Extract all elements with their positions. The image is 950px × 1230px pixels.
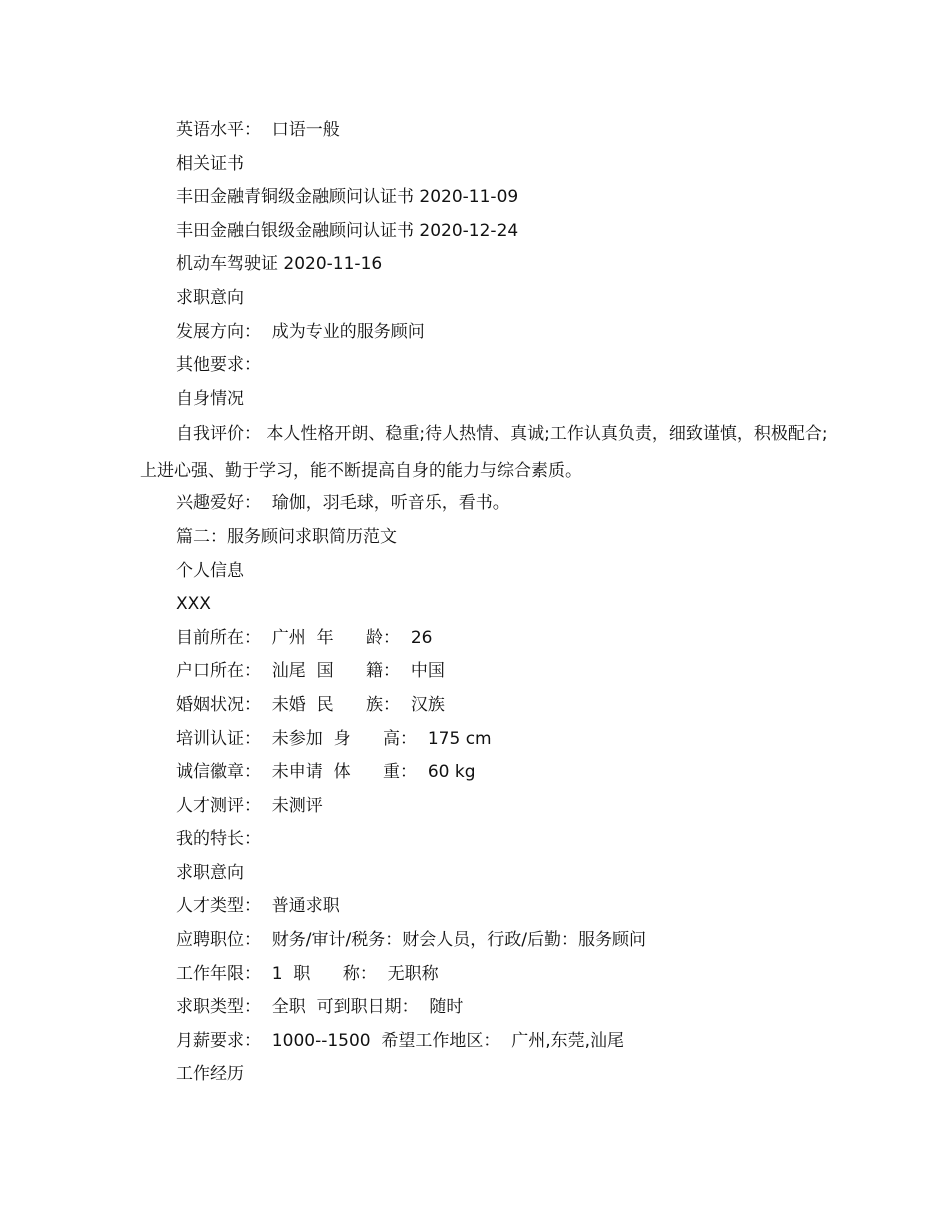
marital-ethnicity-line: 婚姻状况： 未婚 民 族： 汉族 <box>176 694 445 715</box>
talent-assessment-line: 人才测评： 未测评 <box>176 795 323 816</box>
job-type-availability-line: 求职类型： 全职 可到职日期： 随时 <box>176 997 464 1018</box>
training-height-line: 培训认证： 未参加 身 高： 175 cm <box>176 728 492 749</box>
specialties-line: 我的特长： <box>176 829 261 850</box>
certificate-item: 丰田金融青铜级金融顾问认证书 2020-11-09 <box>176 187 519 208</box>
applied-position-line: 应聘职位： 财务/审计/税务：财会人员，行政/后勤：服务顾问 <box>176 930 646 951</box>
english-level-line: 英语水平： 口语一般 <box>176 120 340 140</box>
badge-weight-line: 诚信徽章： 未申请 体 重： 60 kg <box>176 762 476 783</box>
job-intention-heading: 求职意向 <box>176 287 244 308</box>
location-age-line: 目前所在： 广州 年 龄： 26 <box>176 627 433 648</box>
hukou-nationality-line: 户口所在： 汕尾 国 籍： 中国 <box>176 661 445 682</box>
self-evaluation-paragraph: 自我评价： 本人性格开朗、稳重;待人热情、真诚;工作认真负责，细致谨慎，积极配合;上进心强、勤于学习，能不断提高自身的能力与综合素质。 <box>140 424 828 482</box>
name-line: XXX <box>176 594 211 615</box>
certificates-heading: 相关证书 <box>176 153 244 174</box>
certificate-item: 丰田金融白银级金融顾问认证书 2020-12-24 <box>176 220 519 241</box>
self-situation-heading: 自身情况 <box>176 388 244 409</box>
salary-location-line: 月薪要求： 1000--1500 希望工作地区： 广州,东莞,汕尾 <box>176 1030 625 1051</box>
other-requirements-line: 其他要求： <box>176 355 261 376</box>
job-intention-heading-2: 求职意向 <box>176 862 244 883</box>
hobbies-line: 兴趣爱好： 瑜伽，羽毛球，听音乐，看书。 <box>176 493 510 514</box>
certificate-item: 机动车驾驶证 2020-11-16 <box>176 254 383 275</box>
talent-type-line: 人才类型： 普通求职 <box>176 896 340 917</box>
resume-body <box>140 114 840 1092</box>
personal-info-heading: 个人信息 <box>176 560 244 581</box>
development-direction-line: 发展方向： 成为专业的服务顾问 <box>176 321 425 342</box>
work-experience-heading: 工作经历 <box>176 1064 244 1085</box>
work-years-title-line: 工作年限： 1 职 称： 无职称 <box>176 963 439 984</box>
section-title: 篇二：服务顾问求职简历范文 <box>176 526 397 547</box>
